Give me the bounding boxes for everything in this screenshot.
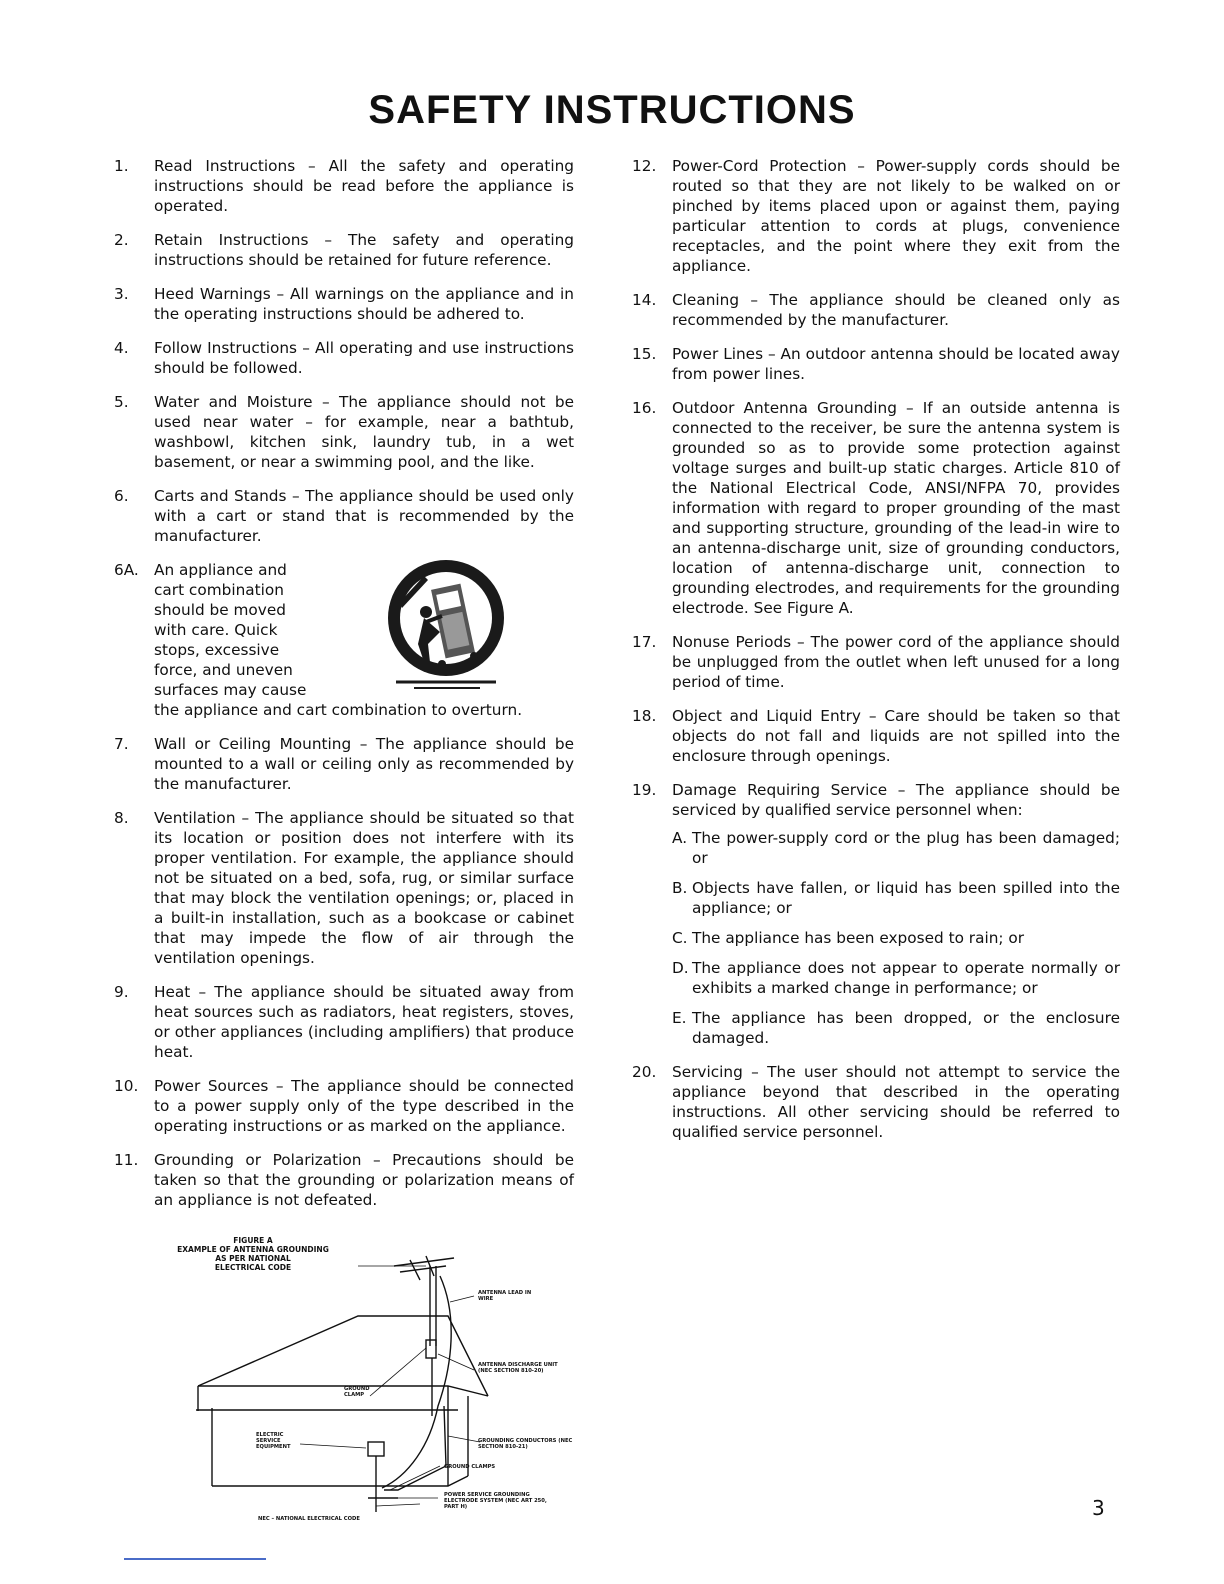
page-title: SAFETY INSTRUCTIONS <box>368 88 856 132</box>
item-text: Follow Instructions – All operating and use instructions should be followed. <box>154 339 574 377</box>
list-item <box>114 982 574 1062</box>
list-item <box>114 486 574 546</box>
label-electric-service: ELECTRIC SERVICE EQUIPMENT <box>256 1432 291 1450</box>
item-number: 3. <box>114 285 129 303</box>
sub-item-text: The appliance does not appear to operate normally or exhibits a marked change in performance; or <box>692 959 1120 997</box>
sub-items-list <box>632 828 1120 1048</box>
left-items-group-1 <box>114 156 574 546</box>
item-text: Ventilation – The appliance should be situated so that its location or position does not interfere with its proper ventilation. For example, the appliance should not be situated on a bed, sofa, rug, or similar surface that may block the ventilation openings; or, placed in a built-in installation, such as a bookcase or cabinet that may impede the flow of air through the ventilation openings. <box>154 809 574 967</box>
item-number: 10. <box>114 1077 139 1095</box>
item-6a-tail: the appliance and cart combination to overturn. <box>154 701 523 719</box>
label-grounding-conductors: GROUNDING CONDUCTORS (NEC SECTION 810-21) <box>478 1438 573 1450</box>
item-text: Nonuse Periods – The power cord of the appliance should be unplugged from the outlet when left unused for a long period of time. <box>672 633 1120 691</box>
right-items-group <box>632 156 1120 820</box>
sub-item-text: The power-supply cord or the plug has been damaged; or <box>692 829 1120 867</box>
item-number: 2. <box>114 231 129 249</box>
item-text: Servicing – The user should not attempt to service the appliance beyond that described in the operating instructions. All other servicing should be referred to qualified service personnel. <box>672 1063 1120 1141</box>
figure-title-line: FIGURE A <box>233 1236 273 1245</box>
item-6a-line: An appliance and <box>154 561 287 579</box>
item-number: 11. <box>114 1151 139 1169</box>
right-column <box>632 156 1120 1156</box>
item-text: Object and Liquid Entry – Care should be taken so that objects do not fall and liquids are not spilled into the enclosure through openings. <box>672 707 1120 765</box>
label-antenna-lead: ANTENNA LEAD IN WIRE <box>478 1290 532 1302</box>
list-item <box>632 156 1120 276</box>
item-text: Read Instructions – All the safety and operating instructions should be read before the appliance is operated. <box>154 157 574 215</box>
sub-item-text: The appliance has been dropped, or the enclosure damaged. <box>692 1009 1120 1047</box>
figure-title-line: ELECTRICAL CODE <box>214 1263 292 1272</box>
item-text: Power Lines – An outdoor antenna should be located away from power lines. <box>672 345 1120 383</box>
item-number: 6. <box>114 487 129 505</box>
item-number: 7. <box>114 735 129 753</box>
item-6a-line: should be moved <box>154 601 286 619</box>
item-number: 17. <box>632 633 657 651</box>
item-number: 14. <box>632 291 657 309</box>
label-ground-clamps: GROUND CLAMPS <box>444 1464 496 1470</box>
list-item <box>632 1062 1120 1142</box>
sub-list-item <box>672 828 1120 868</box>
sub-item-letter: D. <box>672 959 689 977</box>
list-item <box>632 780 1120 820</box>
list-item <box>632 632 1120 692</box>
item-6a-line: surfaces may cause <box>154 681 307 699</box>
item-number: 5. <box>114 393 129 411</box>
list-item <box>114 392 574 472</box>
list-item <box>632 706 1120 766</box>
item-number: 12. <box>632 157 657 175</box>
sub-item-letter: E. <box>672 1009 687 1027</box>
item-number: 1. <box>114 157 129 175</box>
item-number: 19. <box>632 781 657 799</box>
item-number: 18. <box>632 707 657 725</box>
item-number: 6A. <box>114 561 139 579</box>
item-text: Wall or Ceiling Mounting – The appliance should be mounted to a wall or ceiling only as recommended by the manufacturer. <box>154 735 574 793</box>
label-nec-note: NEC – NATIONAL ELECTRICAL CODE <box>258 1516 360 1522</box>
item-text: Damage Requiring Service – The appliance should be serviced by qualified service personnel when: <box>672 781 1120 819</box>
sub-item-letter: A. <box>672 829 688 847</box>
cart-warning-icon <box>384 552 508 702</box>
left-column <box>114 156 574 1224</box>
footer-rule <box>124 1558 266 1560</box>
list-item <box>114 284 574 324</box>
item-number: 16. <box>632 399 657 417</box>
item-text: Cleaning – The appliance should be cleaned only as recommended by the manufacturer. <box>672 291 1120 329</box>
item-text: Retain Instructions – The safety and operating instructions should be retained for future reference. <box>154 231 574 269</box>
label-ground-clamp: GROUND CLAMP <box>344 1386 370 1398</box>
item-text: Heed Warnings – All warnings on the appliance and in the operating instructions should be adhered to. <box>154 285 574 323</box>
figure-title-line: EXAMPLE OF ANTENNA GROUNDING <box>177 1245 329 1254</box>
sub-list-item <box>672 878 1120 918</box>
list-item <box>632 344 1120 384</box>
item-number: 4. <box>114 339 129 357</box>
label-discharge-unit: ANTENNA DISCHARGE UNIT (NEC SECTION 810-20) <box>478 1362 558 1374</box>
list-item <box>632 290 1120 330</box>
label-power-service: POWER SERVICE GROUNDING ELECTRODE SYSTEM (NEC ART 250, PART H) <box>444 1492 547 1510</box>
list-item <box>114 808 574 968</box>
list-item <box>114 230 574 270</box>
list-item <box>632 398 1120 618</box>
item-6a-line: stops, excessive <box>154 641 280 659</box>
figure-title-line: AS PER NATIONAL <box>215 1254 291 1263</box>
page-number: 3 <box>1092 1496 1105 1520</box>
item-text: Power-Cord Protection – Power-supply cords should be routed so that they are not likely to be walked on or pinched by items placed upon or against them, paying particular attention to cords at plugs, convenience receptacles, and the point where they exit from the appliance. <box>672 157 1120 275</box>
list-item <box>114 1150 574 1210</box>
sub-item-text: The appliance has been exposed to rain; or <box>692 929 1025 947</box>
item-text: Heat – The appliance should be situated away from heat sources such as radiators, heat registers, stoves, or other appliances (including amplifiers) that produce heat. <box>154 983 574 1061</box>
item-text: Outdoor Antenna Grounding – If an outside antenna is connected to the receiver, be sure the antenna system is grounded so as to provide some protection against voltage surges and built-up static charges. Article 810 of the National Electrical Code, ANSI/NFPA 70, provides information with regard to proper grounding of the mast and supporting structure, grounding of the lead-in wire to an antenna-discharge unit, size of grounding conductors, location of antenna-discharge unit, connection to grounding electrodes, and requirements for the grounding electrode. See Figure A. <box>672 399 1120 617</box>
item-number: 20. <box>632 1063 657 1081</box>
sub-item-text: Objects have fallen, or liquid has been spilled into the appliance; or <box>692 879 1120 917</box>
sub-list-item <box>672 1008 1120 1048</box>
item-6a-lines <box>154 560 334 700</box>
figure-antenna-grounding <box>168 1236 608 1526</box>
sub-item-letter: B. <box>672 879 688 897</box>
item-number: 15. <box>632 345 657 363</box>
left-items-group-2 <box>114 734 574 1210</box>
list-item <box>114 338 574 378</box>
list-item <box>114 156 574 216</box>
item-6a-line: cart combination <box>154 581 284 599</box>
sub-list-item <box>672 928 1120 948</box>
item-text: Water and Moisture – The appliance should not be used near water – for example, near a bathtub, washbowl, kitchen sink, laundry tub, in a wet basement, or near a swimming pool, and the like. <box>154 393 574 471</box>
item-6a <box>114 560 574 720</box>
item-number: 9. <box>114 983 129 1001</box>
item-text: Grounding or Polarization – Precautions should be taken so that the grounding or polarization means of an appliance is not defeated. <box>154 1151 574 1209</box>
house-antenna-diagram <box>168 1236 608 1526</box>
item-6a-line: force, and uneven <box>154 661 293 679</box>
item-number: 8. <box>114 809 129 827</box>
list-item <box>114 734 574 794</box>
list-item <box>114 1076 574 1136</box>
item-text: Power Sources – The appliance should be connected to a power supply only of the type described in the operating instructions or as marked on the appliance. <box>154 1077 574 1135</box>
item-6a-line: with care. Quick <box>154 621 278 639</box>
sub-item-letter: C. <box>672 929 688 947</box>
item-text: Carts and Stands – The appliance should be used only with a cart or stand that is recommended by the manufacturer. <box>154 487 574 545</box>
sub-list-item <box>672 958 1120 998</box>
